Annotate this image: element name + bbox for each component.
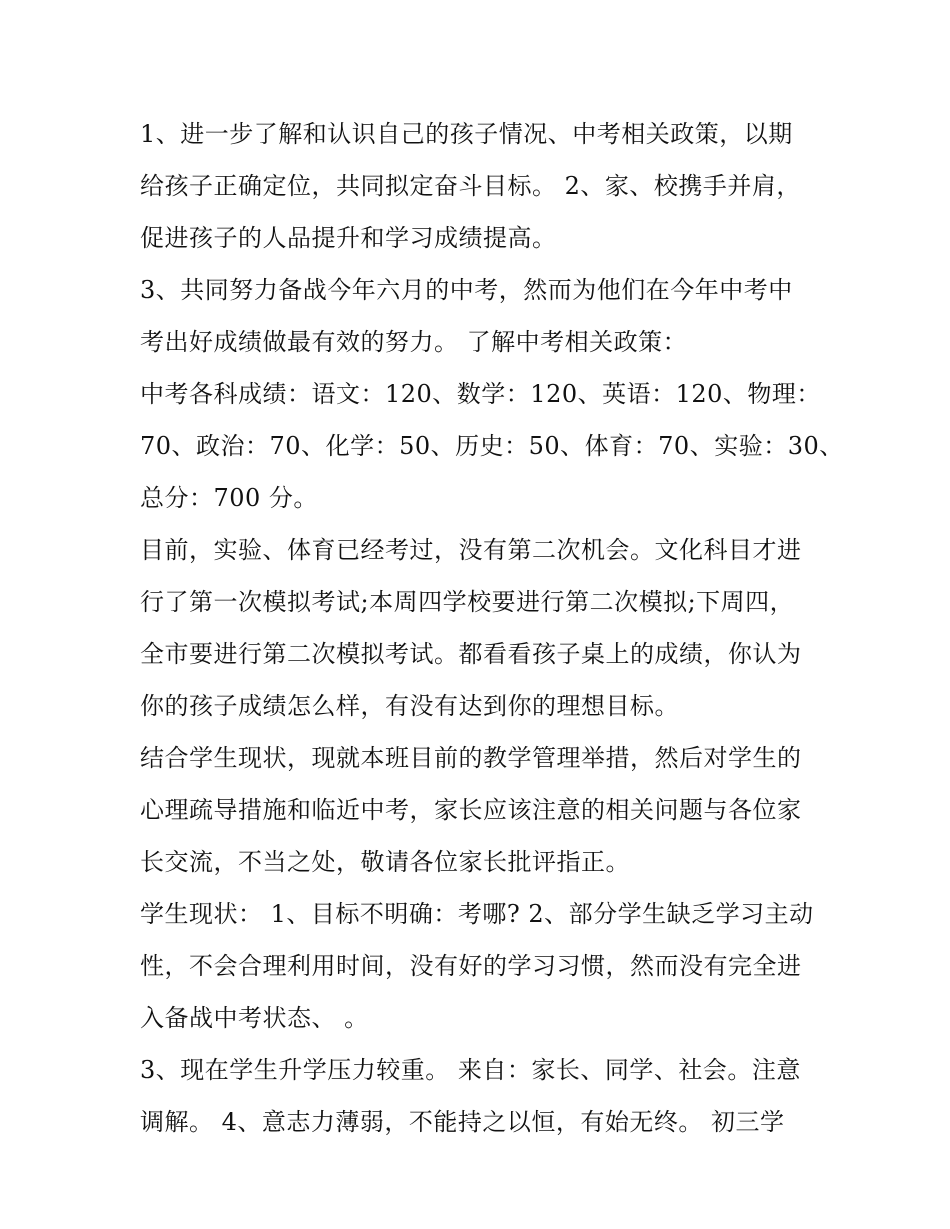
text-line: 调解。 4、意志力薄弱，不能持之以恒，有始无终。 初三学: [140, 1108, 785, 1136]
text-line: 学生现状： 1、目标不明确：考哪? 2、部分学生缺乏学习主动: [140, 900, 814, 928]
text-line: 促进孩子的人品提升和学习成绩提高。: [140, 224, 557, 252]
text-line: 入备战中考状态、 。: [140, 1004, 369, 1032]
text-line: 你的孩子成绩怎么样，有没有达到你的理想目标。: [140, 692, 679, 720]
text-line: 心理疏导措施和临近中考，家长应该注意的相关问题与各位家: [140, 796, 802, 824]
text-line: 结合学生现状，现就本班目前的教学管理举措，然后对学生的: [140, 744, 802, 772]
text-line: 总分：700 分。: [140, 484, 318, 512]
text-line: 考出好成绩做最有效的努力。 了解中考相关政策：: [140, 328, 688, 356]
text-line: 目前，实验、体育已经考过，没有第二次机会。文化科目才进: [140, 536, 802, 564]
text-line: 3、共同努力备战今年六月的中考，然而为他们在今年中考中: [140, 276, 793, 304]
text-line: 给孩子正确定位，共同拟定奋斗目标。 2、家、校携手并肩，: [140, 172, 801, 200]
text-line: 长交流，不当之处，敬请各位家长批评指正。: [140, 848, 630, 876]
text-line: 70、政治：70、化学：50、历史：50、体育：70、实验：30、: [140, 432, 844, 460]
text-line: 3、现在学生升学压力较重。 来自：家长、同学、社会。注意: [140, 1056, 801, 1084]
document-body: [140, 108, 844, 1148]
text-line: 1、进一步了解和认识自己的孩子情况、中考相关政策，以期: [140, 120, 793, 148]
text-line: 行了第一次模拟考试;本周四学校要进行第二次模拟;下周四，: [140, 588, 795, 616]
text-line: 性，不会合理利用时间，没有好的学习习惯，然而没有完全进: [140, 952, 802, 980]
text-line: 中考各科成绩：语文：120、数学：120、英语：120、物理：: [140, 380, 821, 408]
text-line: 全市要进行第二次模拟考试。都看看孩子桌上的成绩，你认为: [140, 640, 802, 668]
